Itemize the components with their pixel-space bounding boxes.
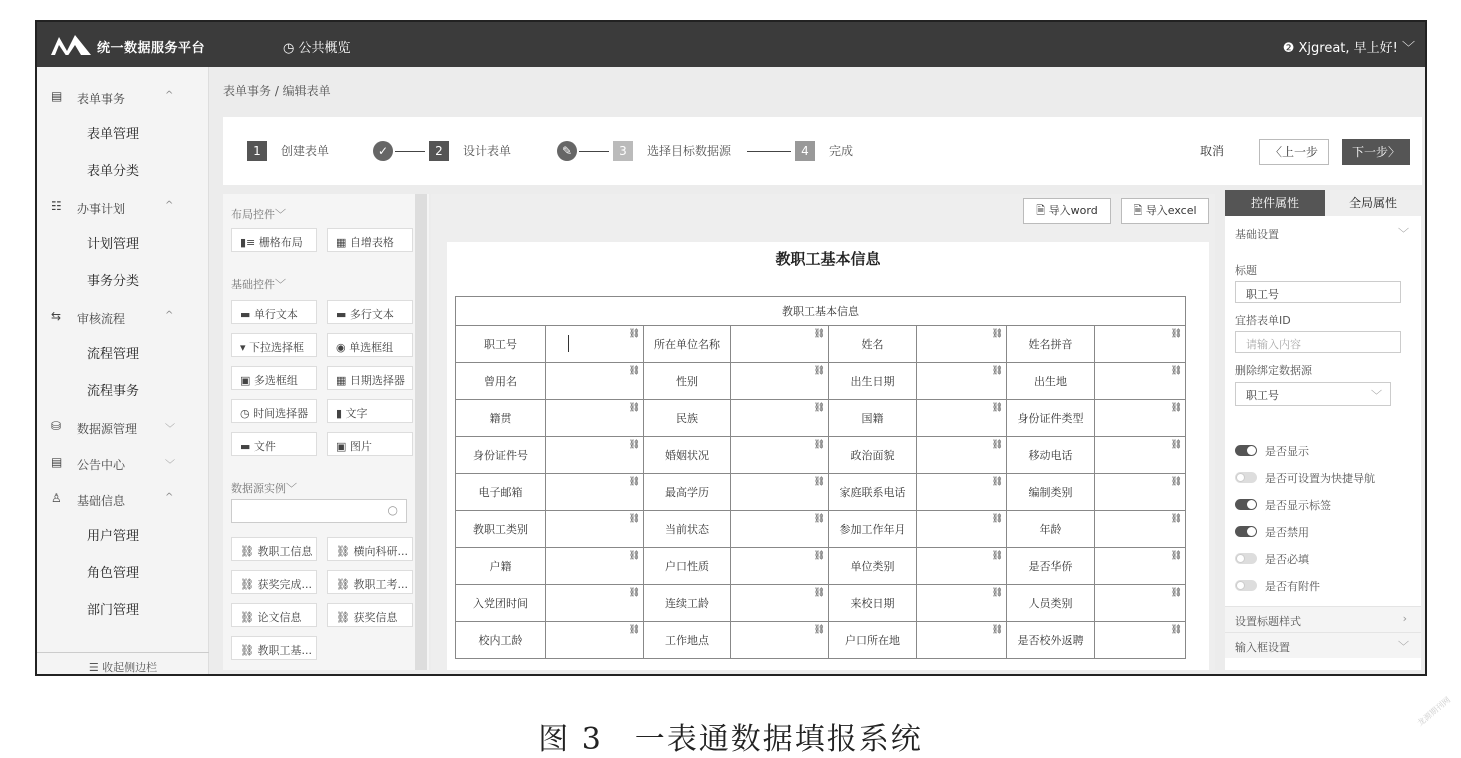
group-icon: ⇆ (51, 309, 62, 323)
field-label[interactable]: 婚姻状况 (644, 437, 731, 474)
field-label[interactable]: 电子邮箱 (456, 474, 546, 511)
group-label: 审核流程 (77, 312, 126, 326)
link-icon[interactable]: ⛓ (813, 329, 825, 339)
link-icon[interactable]: ⛓ (991, 329, 1003, 339)
link-icon[interactable]: ⛓ (628, 551, 640, 561)
field-value-cell[interactable] (546, 548, 644, 585)
link-icon[interactable]: ⛓ (628, 440, 640, 450)
field-label[interactable]: 校内工龄 (456, 622, 546, 659)
toggle-label: 是否显示标签 (1265, 499, 1331, 512)
field-value-cell[interactable] (546, 363, 644, 400)
link-icon[interactable]: ⛓ (1170, 551, 1182, 561)
palette-basic-control[interactable]: ▣ 多选框组 (231, 366, 317, 390)
link-icon[interactable]: ⛓ (1170, 514, 1182, 524)
basic-settings-header[interactable]: 基础设置 ﹀ (1225, 220, 1421, 246)
field-value-cell[interactable] (917, 437, 1007, 474)
title-input[interactable]: 职工号 (1235, 281, 1401, 303)
field-label[interactable]: 连续工龄 (644, 585, 731, 622)
field-value-cell[interactable] (1095, 511, 1186, 548)
field-value-cell[interactable] (917, 511, 1007, 548)
sidebar-item[interactable]: 事务分类 (87, 274, 140, 289)
chevron-icon: ^ (165, 90, 174, 101)
palette-basic-control[interactable]: ▬ 文件 (231, 432, 317, 456)
toggle-switch[interactable] (1235, 445, 1257, 456)
link-icon[interactable]: ⛓ (628, 329, 640, 339)
sidebar-group[interactable] (37, 449, 209, 479)
figure-caption: 图 3 一表通数据填报系统 (538, 722, 923, 757)
link-icon[interactable]: ⛓ (1170, 440, 1182, 450)
link-icon[interactable]: ⛓ (628, 403, 640, 413)
palette-basic-control[interactable]: ▮ 文字 (327, 399, 413, 423)
field-label[interactable]: 编制类别 (1007, 474, 1095, 511)
link-icon[interactable]: ⛓ (813, 514, 825, 524)
field-value-cell[interactable] (917, 363, 1007, 400)
field-label[interactable]: 单位类别 (829, 548, 917, 585)
datasource-select[interactable]: 职工号 ﹀ (1235, 382, 1391, 406)
field-value-cell[interactable] (546, 437, 644, 474)
field-value-cell[interactable] (1095, 622, 1186, 659)
toggle-switch[interactable] (1235, 580, 1257, 591)
field-value-cell[interactable] (1095, 363, 1186, 400)
top-bar (37, 22, 1425, 67)
toggle-label: 是否可设置为快捷导航 (1265, 472, 1375, 485)
palette-auto-table[interactable]: ▦ 自增表格 (327, 228, 413, 252)
link-icon[interactable]: ⛓ (991, 551, 1003, 561)
palette-basic-control[interactable]: ▾ 下拉选择框 (231, 333, 317, 357)
field-label[interactable]: 年龄 (1007, 511, 1095, 548)
import-word-button[interactable]: 🗎 导入word (1023, 198, 1111, 224)
field-value-cell[interactable] (917, 548, 1007, 585)
chevron-icon: ﹀ (165, 424, 175, 435)
step-line (579, 151, 609, 152)
field-label[interactable]: 户籍 (456, 548, 546, 585)
field-value-cell[interactable] (546, 585, 644, 622)
sidebar-group[interactable] (37, 303, 209, 333)
field-value-cell[interactable] (731, 622, 829, 659)
palette-grid-layout[interactable]: ▮≡ 栅格布局 (231, 228, 317, 252)
link-icon[interactable]: ⛓ (813, 440, 825, 450)
toggle-label: 是否禁用 (1265, 526, 1309, 539)
step-3: 3 选择目标数据源 (613, 141, 731, 161)
tab-control-properties[interactable]: 控件属性 (1225, 190, 1325, 216)
field-label[interactable]: 姓名 (829, 326, 917, 363)
field-label[interactable]: 出生地 (1007, 363, 1095, 400)
link-icon[interactable]: ⛓ (1170, 625, 1182, 635)
link-icon[interactable]: ⛓ (1170, 403, 1182, 413)
table-caption: 教职工基本信息 (456, 297, 1186, 326)
group-icon: ♙ (51, 491, 62, 505)
field-value-cell[interactable] (731, 326, 829, 363)
input-settings-row[interactable]: 输入框设置 ﹀ (1225, 632, 1421, 658)
field-value-cell[interactable] (731, 511, 829, 548)
field-label[interactable]: 身份证件类型 (1007, 400, 1095, 437)
field-value-cell[interactable] (917, 622, 1007, 659)
step-4: 4 完成 (795, 141, 853, 161)
field-label[interactable]: 所在单位名称 (644, 326, 731, 363)
palette-basic-control[interactable]: ▬ 多行文本 (327, 300, 413, 324)
link-icon[interactable]: ⛓ (628, 514, 640, 524)
link-icon[interactable]: ⛓ (991, 588, 1003, 598)
group-icon: ⛁ (51, 419, 62, 433)
link-icon[interactable]: ⛓ (991, 440, 1003, 450)
group-label: 办事计划 (77, 202, 126, 216)
properties-tabs (1225, 190, 1421, 216)
field-value-cell[interactable] (1095, 474, 1186, 511)
sidebar-group[interactable] (37, 413, 209, 443)
link-icon[interactable]: ⛓ (628, 477, 640, 487)
toggle-knob (1247, 500, 1256, 509)
field-value-cell[interactable] (731, 474, 829, 511)
sidebar-item[interactable]: 表单管理 (87, 127, 140, 142)
link-icon[interactable]: ⛓ (813, 366, 825, 376)
field-label[interactable]: 户口所在地 (829, 622, 917, 659)
link-icon[interactable]: ⛓ (1170, 329, 1182, 339)
link-icon[interactable]: ⛓ (991, 403, 1003, 413)
field-label[interactable]: 是否华侨 (1007, 548, 1095, 585)
title-style-row[interactable]: 设置标题样式 › (1225, 606, 1421, 632)
toggle-knob (1236, 581, 1245, 590)
layout-controls-title[interactable]: 布局控件﹀ (231, 208, 286, 221)
datasource-label: 删除绑定数据源 (1235, 364, 1312, 377)
group-label: 基础信息 (77, 494, 126, 508)
group-label: 数据源管理 (77, 422, 138, 436)
field-label[interactable]: 职工号 (456, 326, 546, 363)
palette-basic-control[interactable]: ▣ 图片 (327, 432, 413, 456)
field-label[interactable]: 国籍 (829, 400, 917, 437)
form-paper (447, 242, 1209, 670)
step-line (747, 151, 791, 152)
field-value-cell[interactable] (1095, 326, 1186, 363)
field-label[interactable]: 户口性质 (644, 548, 731, 585)
import-excel-button[interactable]: 🗎 导入excel (1121, 198, 1209, 224)
sidebar-group[interactable] (37, 485, 209, 515)
palette-datasource[interactable]: ⛓ 获奖完成... (231, 570, 317, 594)
link-icon[interactable]: ⛓ (1170, 477, 1182, 487)
field-value-cell[interactable] (731, 548, 829, 585)
palette-datasource[interactable]: ⛓ 教职工信息 (231, 537, 317, 561)
datasource-title[interactable]: 数据源实例﹀ (231, 482, 297, 495)
sidebar-group[interactable] (37, 83, 209, 113)
field-label[interactable]: 入党团时间 (456, 585, 546, 622)
watermark: 龙源期刊网 (1415, 695, 1453, 728)
palette-scrollbar[interactable] (415, 194, 427, 670)
sidebar-item[interactable]: 流程事务 (87, 384, 140, 399)
group-icon: ▤ (51, 455, 63, 469)
field-label[interactable]: 教职工类别 (456, 511, 546, 548)
field-value-cell[interactable] (731, 585, 829, 622)
palette-basic-control[interactable]: ▦ 日期选择器 (327, 366, 413, 390)
link-icon[interactable]: ⛓ (628, 588, 640, 598)
field-label[interactable]: 身份证件号 (456, 437, 546, 474)
field-label[interactable]: 性别 (644, 363, 731, 400)
field-label[interactable]: 民族 (644, 400, 731, 437)
palette-basic-control[interactable]: ◷ 时间选择器 (231, 399, 317, 423)
field-label[interactable]: 工作地点 (644, 622, 731, 659)
brand-name: 统一数据服务平台 (97, 41, 206, 56)
group-icon: ☷ (51, 199, 62, 213)
field-value-cell[interactable] (546, 400, 644, 437)
field-value-cell[interactable] (546, 474, 644, 511)
chevron-icon: ^ (165, 200, 174, 211)
field-label[interactable]: 出生日期 (829, 363, 917, 400)
toggle-switch[interactable] (1235, 553, 1257, 564)
field-label[interactable]: 家庭联系电话 (829, 474, 917, 511)
link-icon[interactable]: ⛓ (813, 551, 825, 561)
field-label[interactable]: 参加工作年月 (829, 511, 917, 548)
chevron-icon: ﹀ (165, 460, 175, 471)
step-edit-icon: ✎ (557, 141, 577, 161)
chevron-icon: ^ (165, 492, 174, 503)
form-table (455, 296, 1186, 659)
group-label: 表单事务 (77, 92, 126, 106)
steps-bar (223, 117, 1422, 185)
field-label[interactable]: 人员类别 (1007, 585, 1095, 622)
field-value-cell[interactable] (917, 326, 1007, 363)
palette-basic-control[interactable]: ◉ 单选框组 (327, 333, 413, 357)
field-value-cell[interactable] (1095, 437, 1186, 474)
palette-datasource[interactable]: ⛓ 教职工考... (327, 570, 413, 594)
field-label[interactable]: 籍贯 (456, 400, 546, 437)
field-value-cell[interactable] (546, 326, 644, 363)
toggle-knob (1236, 554, 1245, 563)
sidebar-item[interactable]: 角色管理 (87, 566, 140, 581)
link-icon[interactable]: ⛓ (991, 366, 1003, 376)
link-icon[interactable]: ⛓ (813, 403, 825, 413)
sidebar-item[interactable]: 流程管理 (87, 347, 140, 362)
link-icon[interactable]: ⛓ (813, 477, 825, 487)
basic-controls-title[interactable]: 基础控件﹀ (231, 278, 286, 291)
step-done-icon: ✓ (373, 141, 393, 161)
properties-panel (1225, 190, 1421, 670)
cancel-button[interactable]: 取消 (1199, 144, 1224, 158)
field-label[interactable]: 移动电话 (1007, 437, 1095, 474)
title-label: 标题 (1235, 264, 1257, 277)
next-button[interactable]: 下一步〉 (1342, 139, 1410, 165)
field-label[interactable]: 最高学历 (644, 474, 731, 511)
app-window (35, 20, 1427, 676)
prev-button[interactable]: 〈上一步 (1259, 139, 1329, 165)
palette-basic-control[interactable]: ▬ 单行文本 (231, 300, 317, 324)
step-1: 1 创建表单 (247, 141, 329, 161)
link-icon[interactable]: ⛓ (813, 625, 825, 635)
toggle-knob (1247, 446, 1256, 455)
palette-datasource[interactable]: ⛓ 横向科研... (327, 537, 413, 561)
group-label: 公告中心 (77, 458, 126, 472)
field-value-cell[interactable] (1095, 585, 1186, 622)
field-value-cell[interactable] (546, 622, 644, 659)
link-icon[interactable]: ⛓ (628, 366, 640, 376)
field-value-cell[interactable] (546, 511, 644, 548)
chevron-down-icon: ﹀ (1398, 227, 1409, 240)
field-label[interactable]: 姓名拼音 (1007, 326, 1095, 363)
field-value-cell[interactable] (1095, 548, 1186, 585)
link-icon[interactable]: ⛓ (991, 625, 1003, 635)
link-icon[interactable]: ⛓ (1170, 588, 1182, 598)
link-icon[interactable]: ⛓ (813, 588, 825, 598)
sidebar-item[interactable]: 用户管理 (87, 529, 140, 544)
collapse-sidebar-button[interactable]: ☰ 收起侧边栏 (37, 652, 209, 676)
toggle-switch[interactable] (1235, 472, 1257, 483)
toggle-switch[interactable] (1235, 499, 1257, 510)
toggle-label: 是否显示 (1265, 445, 1309, 458)
link-icon[interactable]: ⛓ (991, 514, 1003, 524)
search-icon: ○ (387, 503, 398, 517)
field-value-cell[interactable] (917, 400, 1007, 437)
tab-global-properties[interactable]: 全局属性 (1325, 190, 1421, 216)
user-menu[interactable]: ❷ Xjgreat, 早上好! ﹀ (1282, 41, 1415, 56)
field-label[interactable]: 当前状态 (644, 511, 731, 548)
toggle-knob (1247, 527, 1256, 536)
toggle-label: 是否有附件 (1265, 580, 1320, 593)
chevron-down-icon: ﹀ (1398, 640, 1409, 653)
field-value-cell[interactable] (917, 474, 1007, 511)
sidebar-item[interactable]: 部门管理 (87, 603, 140, 618)
field-label[interactable]: 曾用名 (456, 363, 546, 400)
sidebar-item[interactable]: 表单分类 (87, 164, 140, 179)
field-label[interactable]: 政治面貌 (829, 437, 917, 474)
palette-datasource[interactable]: ⛓ 论文信息 (231, 603, 317, 627)
field-value-cell[interactable] (731, 400, 829, 437)
overview-link[interactable]: ◷ 公共概览 (283, 41, 351, 56)
chevron-down-icon: ﹀ (1371, 389, 1382, 402)
form-id-input[interactable]: 请输入内容 (1235, 331, 1401, 353)
chevron-icon: ^ (165, 310, 174, 321)
toggle-knob (1236, 473, 1245, 482)
link-icon[interactable]: ⛓ (991, 477, 1003, 487)
field-value-cell[interactable] (731, 437, 829, 474)
form-canvas (431, 194, 1215, 670)
palette-datasource[interactable]: ⛓ 教职工基... (231, 636, 317, 660)
breadcrumb: 表单事务 / 编辑表单 (223, 84, 331, 98)
sidebar-item[interactable]: 计划管理 (87, 237, 140, 252)
field-label[interactable]: 来校日期 (829, 585, 917, 622)
form-title: 教职工基本信息 (775, 250, 881, 268)
field-value-cell[interactable] (1095, 400, 1186, 437)
text-cursor (568, 335, 569, 352)
group-icon: ▤ (51, 89, 63, 103)
link-icon[interactable]: ⛓ (628, 625, 640, 635)
toggle-label: 是否必填 (1265, 553, 1309, 566)
datasource-search-input[interactable] (231, 499, 407, 523)
chevron-right-icon: › (1402, 612, 1407, 625)
palette-datasource[interactable]: ⛓ 获奖信息 (327, 603, 413, 627)
sidebar (37, 67, 209, 676)
field-label[interactable]: 是否校外返聘 (1007, 622, 1095, 659)
link-icon[interactable]: ⛓ (1170, 366, 1182, 376)
step-2: 2 设计表单 (429, 141, 511, 161)
sidebar-group[interactable] (37, 193, 209, 223)
logo-icon (51, 33, 91, 55)
form-id-label: 宜搭表单ID (1235, 314, 1291, 327)
toggle-switch[interactable] (1235, 526, 1257, 537)
field-value-cell[interactable] (731, 363, 829, 400)
field-value-cell[interactable] (917, 585, 1007, 622)
component-palette (223, 194, 429, 670)
step-line (395, 151, 425, 152)
